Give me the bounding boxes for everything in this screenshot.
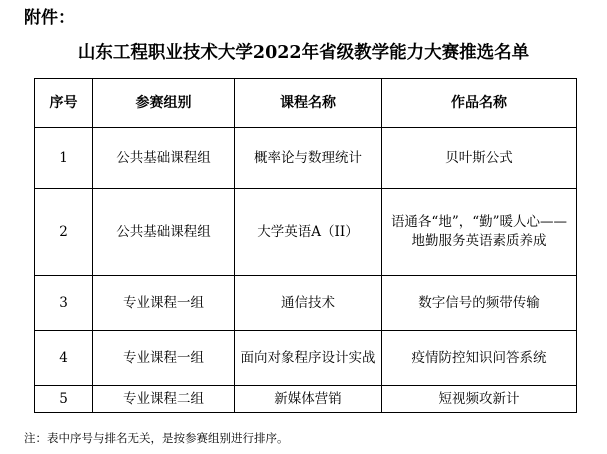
cell-work: 短视频攻新计	[382, 386, 577, 413]
cell-group: 公共基础课程组	[93, 128, 235, 189]
cell-group: 公共基础课程组	[93, 189, 235, 276]
cell-group: 专业课程二组	[93, 386, 235, 413]
header-number: 序号	[35, 79, 93, 128]
cell-course: 大学英语A（II）	[235, 189, 382, 276]
table-row	[35, 128, 577, 189]
cell-work: 语通各“地”，“勤”暖人心——地勤服务英语素质养成	[382, 189, 577, 276]
cell-course: 面向对象程序设计实战	[235, 331, 382, 386]
cell-number: 2	[35, 189, 93, 276]
table-row	[35, 331, 577, 386]
cell-group: 专业课程一组	[93, 276, 235, 331]
attachment-label: 附件：	[24, 8, 75, 28]
cell-course: 通信技术	[235, 276, 382, 331]
cell-work: 疫情防控知识问答系统	[382, 331, 577, 386]
header-group: 参赛组别	[93, 79, 235, 128]
cell-number: 4	[35, 331, 93, 386]
table-row	[35, 189, 577, 276]
cell-group: 专业课程一组	[93, 331, 235, 386]
cell-number: 5	[35, 386, 93, 413]
cell-work: 贝叶斯公式	[382, 128, 577, 189]
table-row	[35, 386, 577, 413]
table-header-row	[35, 79, 577, 128]
footnote: 注：表中序号与排名无关，是按参赛组别进行排序。	[24, 431, 289, 445]
cell-course: 概率论与数理统计	[235, 128, 382, 189]
cell-course: 新媒体营销	[235, 386, 382, 413]
document-title: 山东工程职业技术大学2022年省级教学能力大赛推选名单	[77, 43, 530, 63]
cell-work: 数字信号的频带传输	[382, 276, 577, 331]
header-work: 作品名称	[382, 79, 577, 128]
table-row	[35, 276, 577, 331]
nomination-table	[34, 78, 577, 413]
cell-number: 3	[35, 276, 93, 331]
cell-number: 1	[35, 128, 93, 189]
header-course: 课程名称	[235, 79, 382, 128]
